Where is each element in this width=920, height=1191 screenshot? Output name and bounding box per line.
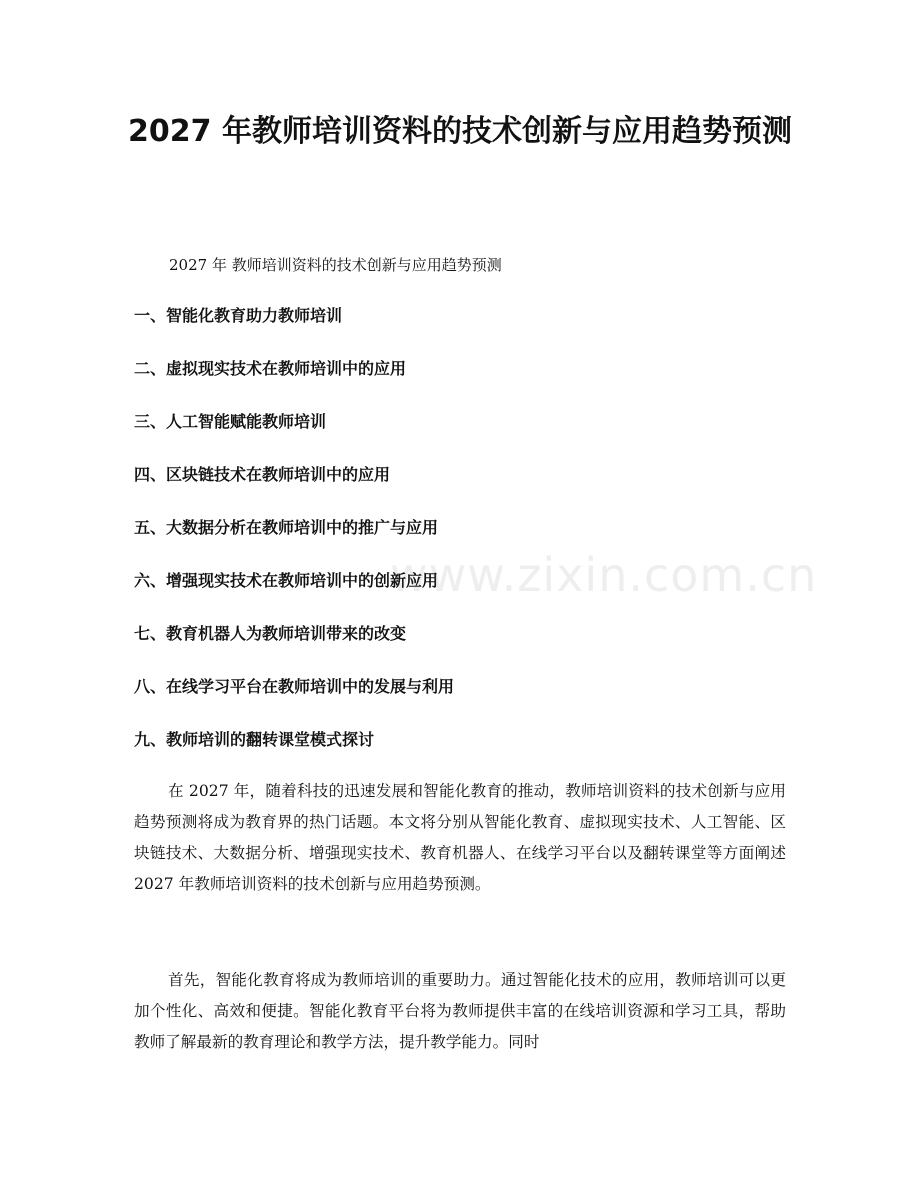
watermark: www.zixin.com.cn — [390, 548, 818, 602]
table-of-contents — [134, 303, 454, 780]
body-paragraph: 首先，智能化教育将成为教师培训的重要助力。通过智能化技术的应用，教师培训可以更加个性化、高效和便捷。智能化教育平台将为教师提供丰富的在线培训资源和学习工具，帮助教师了解最新的教育理论和教学方法，提升教学能力。同时 — [134, 971, 786, 1051]
body-paragraph: 在 2027 年，随着科技的迅速发展和智能化教育的推动，教师培训资料的技术创新与应用趋势预测将成为教育界的热门话题。本文将分别从智能化教育、虚拟现实技术、人工智能、区块链技术、大数据分析、增强现实技术、教育机器人、在线学习平台以及翻转课堂等方面阐述 2027 年教师培训资料的技术创新与应用趋势预测。 — [134, 782, 786, 893]
toc-item: 八、在线学习平台在教师培训中的发展与利用 — [134, 677, 455, 696]
toc-item: 六、增强现实技术在教师培训中的创新应用 — [134, 571, 439, 590]
toc-item: 九、教师培训的翻转课堂模式探讨 — [134, 730, 375, 749]
toc-item: 二、虚拟现实技术在教师培训中的应用 — [134, 359, 407, 378]
toc-item: 七、教育机器人为教师培训带来的改变 — [134, 624, 407, 643]
toc-item: 五、大数据分析在教师培训中的推广与应用 — [134, 518, 439, 537]
toc-item: 一、智能化教育助力教师培训 — [134, 306, 343, 325]
toc-item: 三、人工智能赋能教师培训 — [134, 412, 327, 431]
document-title: 2027 年教师培训资料的技术创新与应用趋势预测 — [128, 114, 792, 149]
toc-item: 四、区块链技术在教师培训中的应用 — [134, 465, 391, 484]
document-subtitle: 2027 年 教师培训资料的技术创新与应用趋势预测 — [169, 256, 502, 274]
